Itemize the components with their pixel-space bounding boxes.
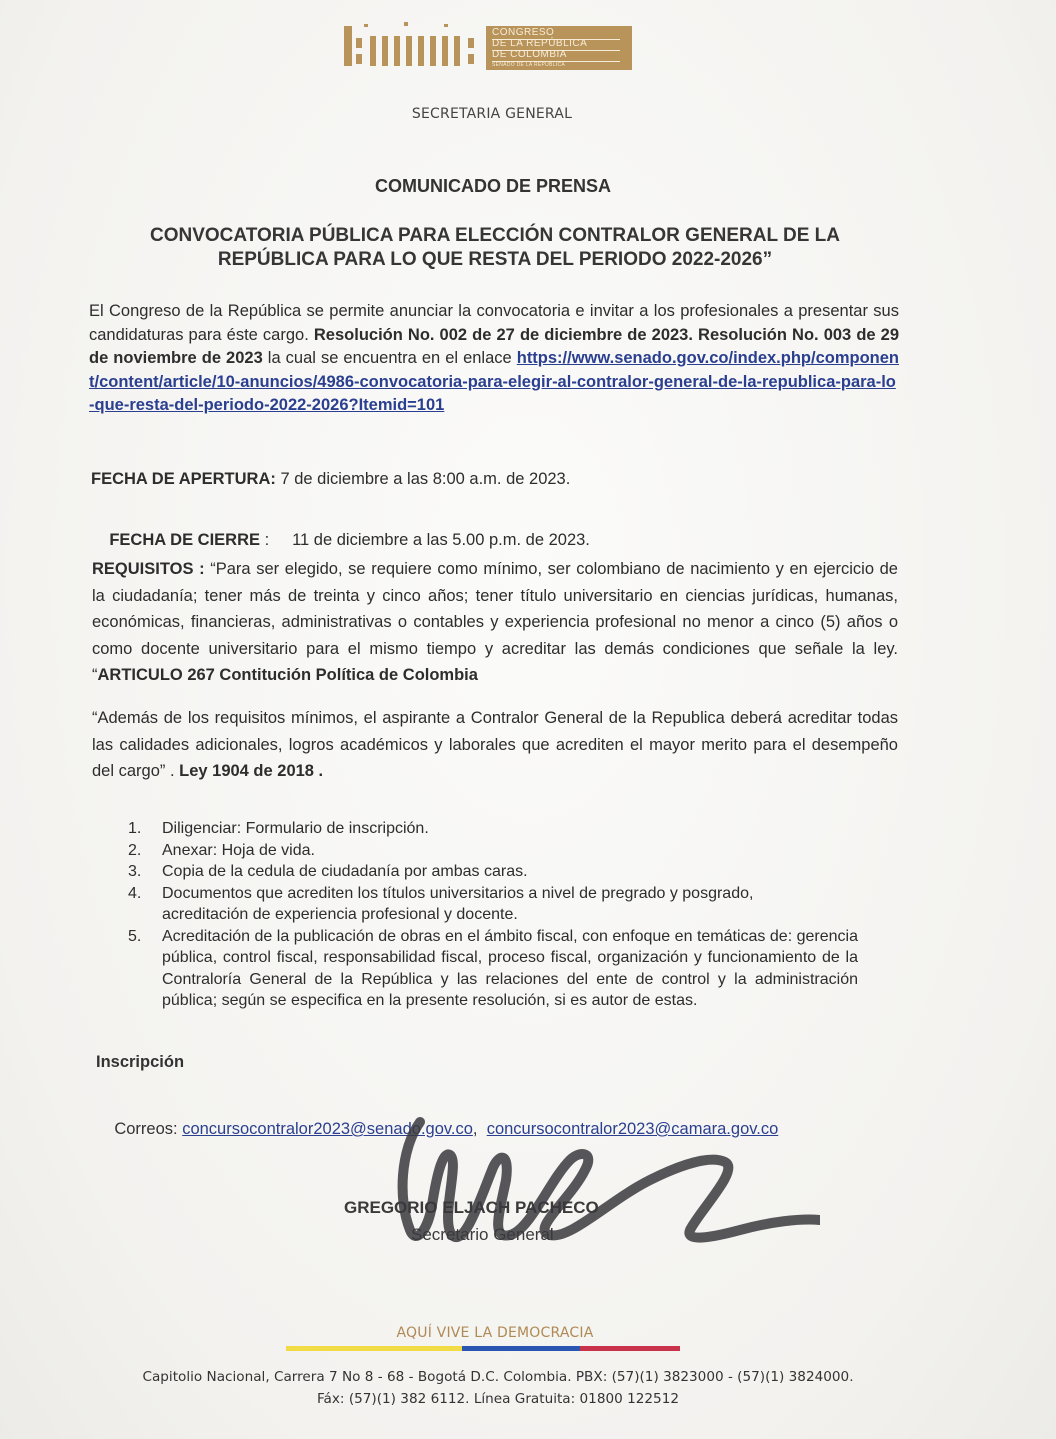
document-type-title: COMUNICADO DE PRENSA — [374, 176, 611, 196]
signatory-role: Secretario General — [411, 1225, 554, 1244]
additional-requirements-paragraph — [92, 705, 898, 785]
documents-list — [128, 818, 858, 1012]
department-name: SECRETARIA GENERAL — [411, 106, 573, 122]
logo-text-box — [486, 26, 632, 70]
closing-date-sep: : — [260, 531, 293, 549]
flag-yellow — [286, 1346, 462, 1351]
flag-blue — [462, 1346, 580, 1351]
senado-email-link[interactable]: concursocontralor2023@senado.gov.co — [182, 1120, 473, 1138]
title-line-2: REPÚBLICA PARA LO QUE RESTA DEL PERIODO 2022-2026” — [217, 249, 773, 270]
emails-label: Correos: — [114, 1120, 183, 1138]
camara-email-link[interactable]: concursocontralor2023@camara.gov.co — [486, 1120, 779, 1138]
registration-emails: Correos: concursocontralor2023@senado.gov.co, concursocontralor2023@camara.gov.co — [114, 1120, 779, 1138]
requirements-reference: ARTICULO 267 Contitución Política de Colombia — [97, 666, 478, 684]
additional-reference: Ley 1904 de 2018 . — [179, 762, 324, 780]
list-item: 4. Documentos que acrediten los títulos universitarios a nivel de pregrado y posgrado, acreditación de experiencia profesional y docente. — [128, 884, 754, 923]
resolution-002: Resolución No. 002 de 27 de diciembre de 2023. — [313, 325, 693, 344]
document-title — [100, 224, 890, 272]
registration-heading: Inscripción — [96, 1053, 185, 1071]
title-line-1: CONVOCATORIA PÚBLICA PARA ELECCIÓN CONTRALOR GENERAL DE LA — [150, 225, 840, 246]
requirements-label: REQUISITOS : — [92, 560, 211, 578]
requirements-paragraph — [92, 556, 898, 689]
flag-red — [580, 1346, 680, 1351]
logo-line-3: DE COLOMBIA — [492, 50, 620, 62]
closing-date-label: FECHA DE CIERRE — [109, 531, 260, 549]
convocatoria-link[interactable]: https://www.senado.gov.co/index.php/component/content/article/10-anuncios/4986-convocatoria-para-elegir-al-contralor-general-de-la-republica-para-lo-que-resta-del-periodo-2022-2026?Itemid=101 — [89, 349, 899, 414]
intro-link-lead: la cual se encuentra en el enlace — [262, 349, 517, 367]
capitol-columns-icon — [344, 22, 482, 72]
closing-date-value: 11 de diciembre a las 5.00 p.m. de 2023. — [292, 531, 590, 549]
list-item: 2. Anexar: Hoja de vida. — [128, 841, 315, 859]
colombia-flag-stripe — [286, 1346, 680, 1351]
list-item: 3. Copia de la cedula de ciudadanía por ambas caras. — [128, 863, 528, 880]
signatory-name: GREGORIO ELJACH PACHECO — [344, 1198, 599, 1217]
logo-line-2: DE LA REPÚBLICA — [492, 39, 620, 51]
resolution-003: Resolución No. 003 de 29 de noviembre de 2023 — [89, 325, 900, 367]
intro-paragraph — [89, 300, 899, 418]
opening-date — [91, 470, 570, 489]
congreso-logo — [344, 22, 634, 72]
logo-line-1: CONGRESO — [492, 28, 620, 40]
footer-contact: Fáx: (57)(1) 382 6112. Línea Gratuita: 01800 122512 — [316, 1391, 679, 1407]
list-item: 1. Diligenciar: Formulario de inscripción. — [128, 820, 429, 837]
intro-text: El Congreso de la República se permite anunciar la convocatoria e invitar a los profesionales a presentar sus candidaturas para éste cargo. — [89, 302, 899, 344]
list-item: 5. Acreditación de la publicación de obras en el ámbito fiscal, con enfoque en temáticas de: gerencia pública, control fiscal, responsabilidad fiscal, proceso fiscal, organización y funcionamiento de la Contraloría General de la República y las relaciones del ente de control y la administración pública; según se especifica en la presente resolución, si es autor de estas. — [128, 927, 858, 1009]
opening-date-label: FECHA DE APERTURA: — [91, 470, 276, 488]
requirements-text: “Para ser elegido, se requiere como mínimo, ser colombiano de nacimiento y en ejercicio de la ciudadanía; tener más de treinta y cinco años; tener título universitario en ciencias jurídicas, humanas, económicas, financieras, administrativas o contables y experiencia profesional no menor a cinco (5) años o como docente universitario para el mismo tiempo y acreditar las demás condiciones que señale la ley. “ — [92, 560, 898, 684]
footer-address: Capitolio Nacional, Carrera 7 No 8 - 68 - Bogotá D.C. Colombia. PBX: (57)(1) 3823000 - (57)(1) 3824000. — [142, 1369, 854, 1385]
logo-line-4: SENADO DE LA REPÚBLICA — [492, 62, 566, 68]
footer-slogan: AQUÍ VIVE LA DEMOCRACIA — [396, 1325, 594, 1341]
additional-text: “Además de los requisitos mínimos, el aspirante a Contralor General de la Republica deberá acreditar todas las calidades adicionales, logros académicos y laborales que acrediten el mayor merito para el desempeño del cargo” . — [92, 709, 898, 780]
footer-address-block — [0, 1366, 996, 1410]
opening-date-value: 7 de diciembre a las 8:00 a.m. de 2023. — [275, 470, 571, 488]
